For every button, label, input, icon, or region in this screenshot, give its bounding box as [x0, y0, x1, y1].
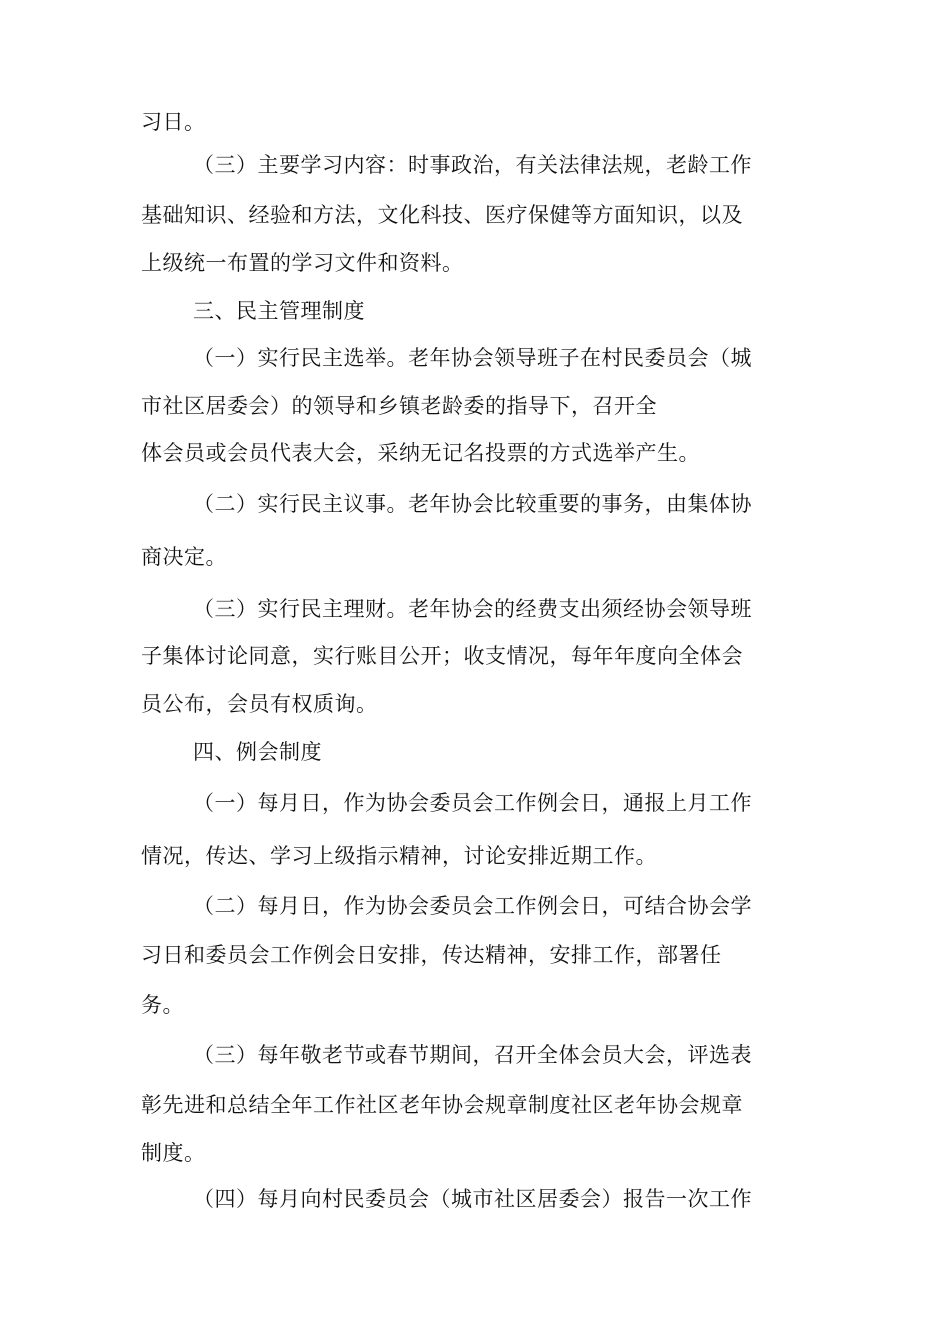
text-line: （三）主要学习内容：时事政治，有关法律法规，老龄工作	[193, 153, 752, 177]
text-line: 子集体讨论同意，实行账目公开；收支情况，每年年度向全体会	[141, 644, 743, 668]
text-line: （三）每年敬老节或春节期间，召开全体会员大会，评选表	[193, 1043, 752, 1067]
text-line: 习日。	[141, 110, 206, 134]
text-line: 体会员或会员代表大会，采纳无记名投票的方式选举产生。	[141, 441, 700, 465]
text-line: 彰先进和总结全年工作社区老年协会规章制度社区老年协会规章	[141, 1093, 743, 1117]
text-line: 务。	[141, 993, 184, 1017]
section-heading: 四、例会制度	[193, 740, 322, 764]
text-line: （四）每月向村民委员会（城市社区居委会）报告一次工作	[193, 1187, 752, 1211]
text-line: （二）实行民主议事。老年协会比较重要的事务，由集体协	[193, 492, 752, 516]
text-line: 员公布，会员有权质询。	[141, 692, 378, 716]
text-line: （三）实行民主理财。老年协会的经费支出须经协会领导班	[193, 597, 752, 621]
text-line: 商决定。	[141, 545, 227, 569]
text-line: 制度。	[141, 1141, 206, 1165]
text-line: （二）每月日，作为协会委员会工作例会日，可结合协会学	[193, 894, 752, 918]
text-line: 市社区居委会）的领导和乡镇老龄委的指导下，召开全	[141, 394, 657, 418]
text-line: 情况，传达、学习上级指示精神，讨论安排近期工作。	[141, 844, 657, 868]
text-line: （一）每月日，作为协会委员会工作例会日，通报上月工作	[193, 791, 752, 815]
section-heading: 三、民主管理制度	[193, 299, 365, 323]
text-line: 基础知识、经验和方法，文化科技、医疗保健等方面知识，以及	[141, 203, 743, 227]
text-line: 上级统一布置的学习文件和资料。	[141, 251, 464, 275]
text-line: 习日和委员会工作例会日安排，传达精神，安排工作，部署任	[141, 943, 722, 967]
text-line: （一）实行民主选举。老年协会领导班子在村民委员会（城	[193, 346, 752, 370]
